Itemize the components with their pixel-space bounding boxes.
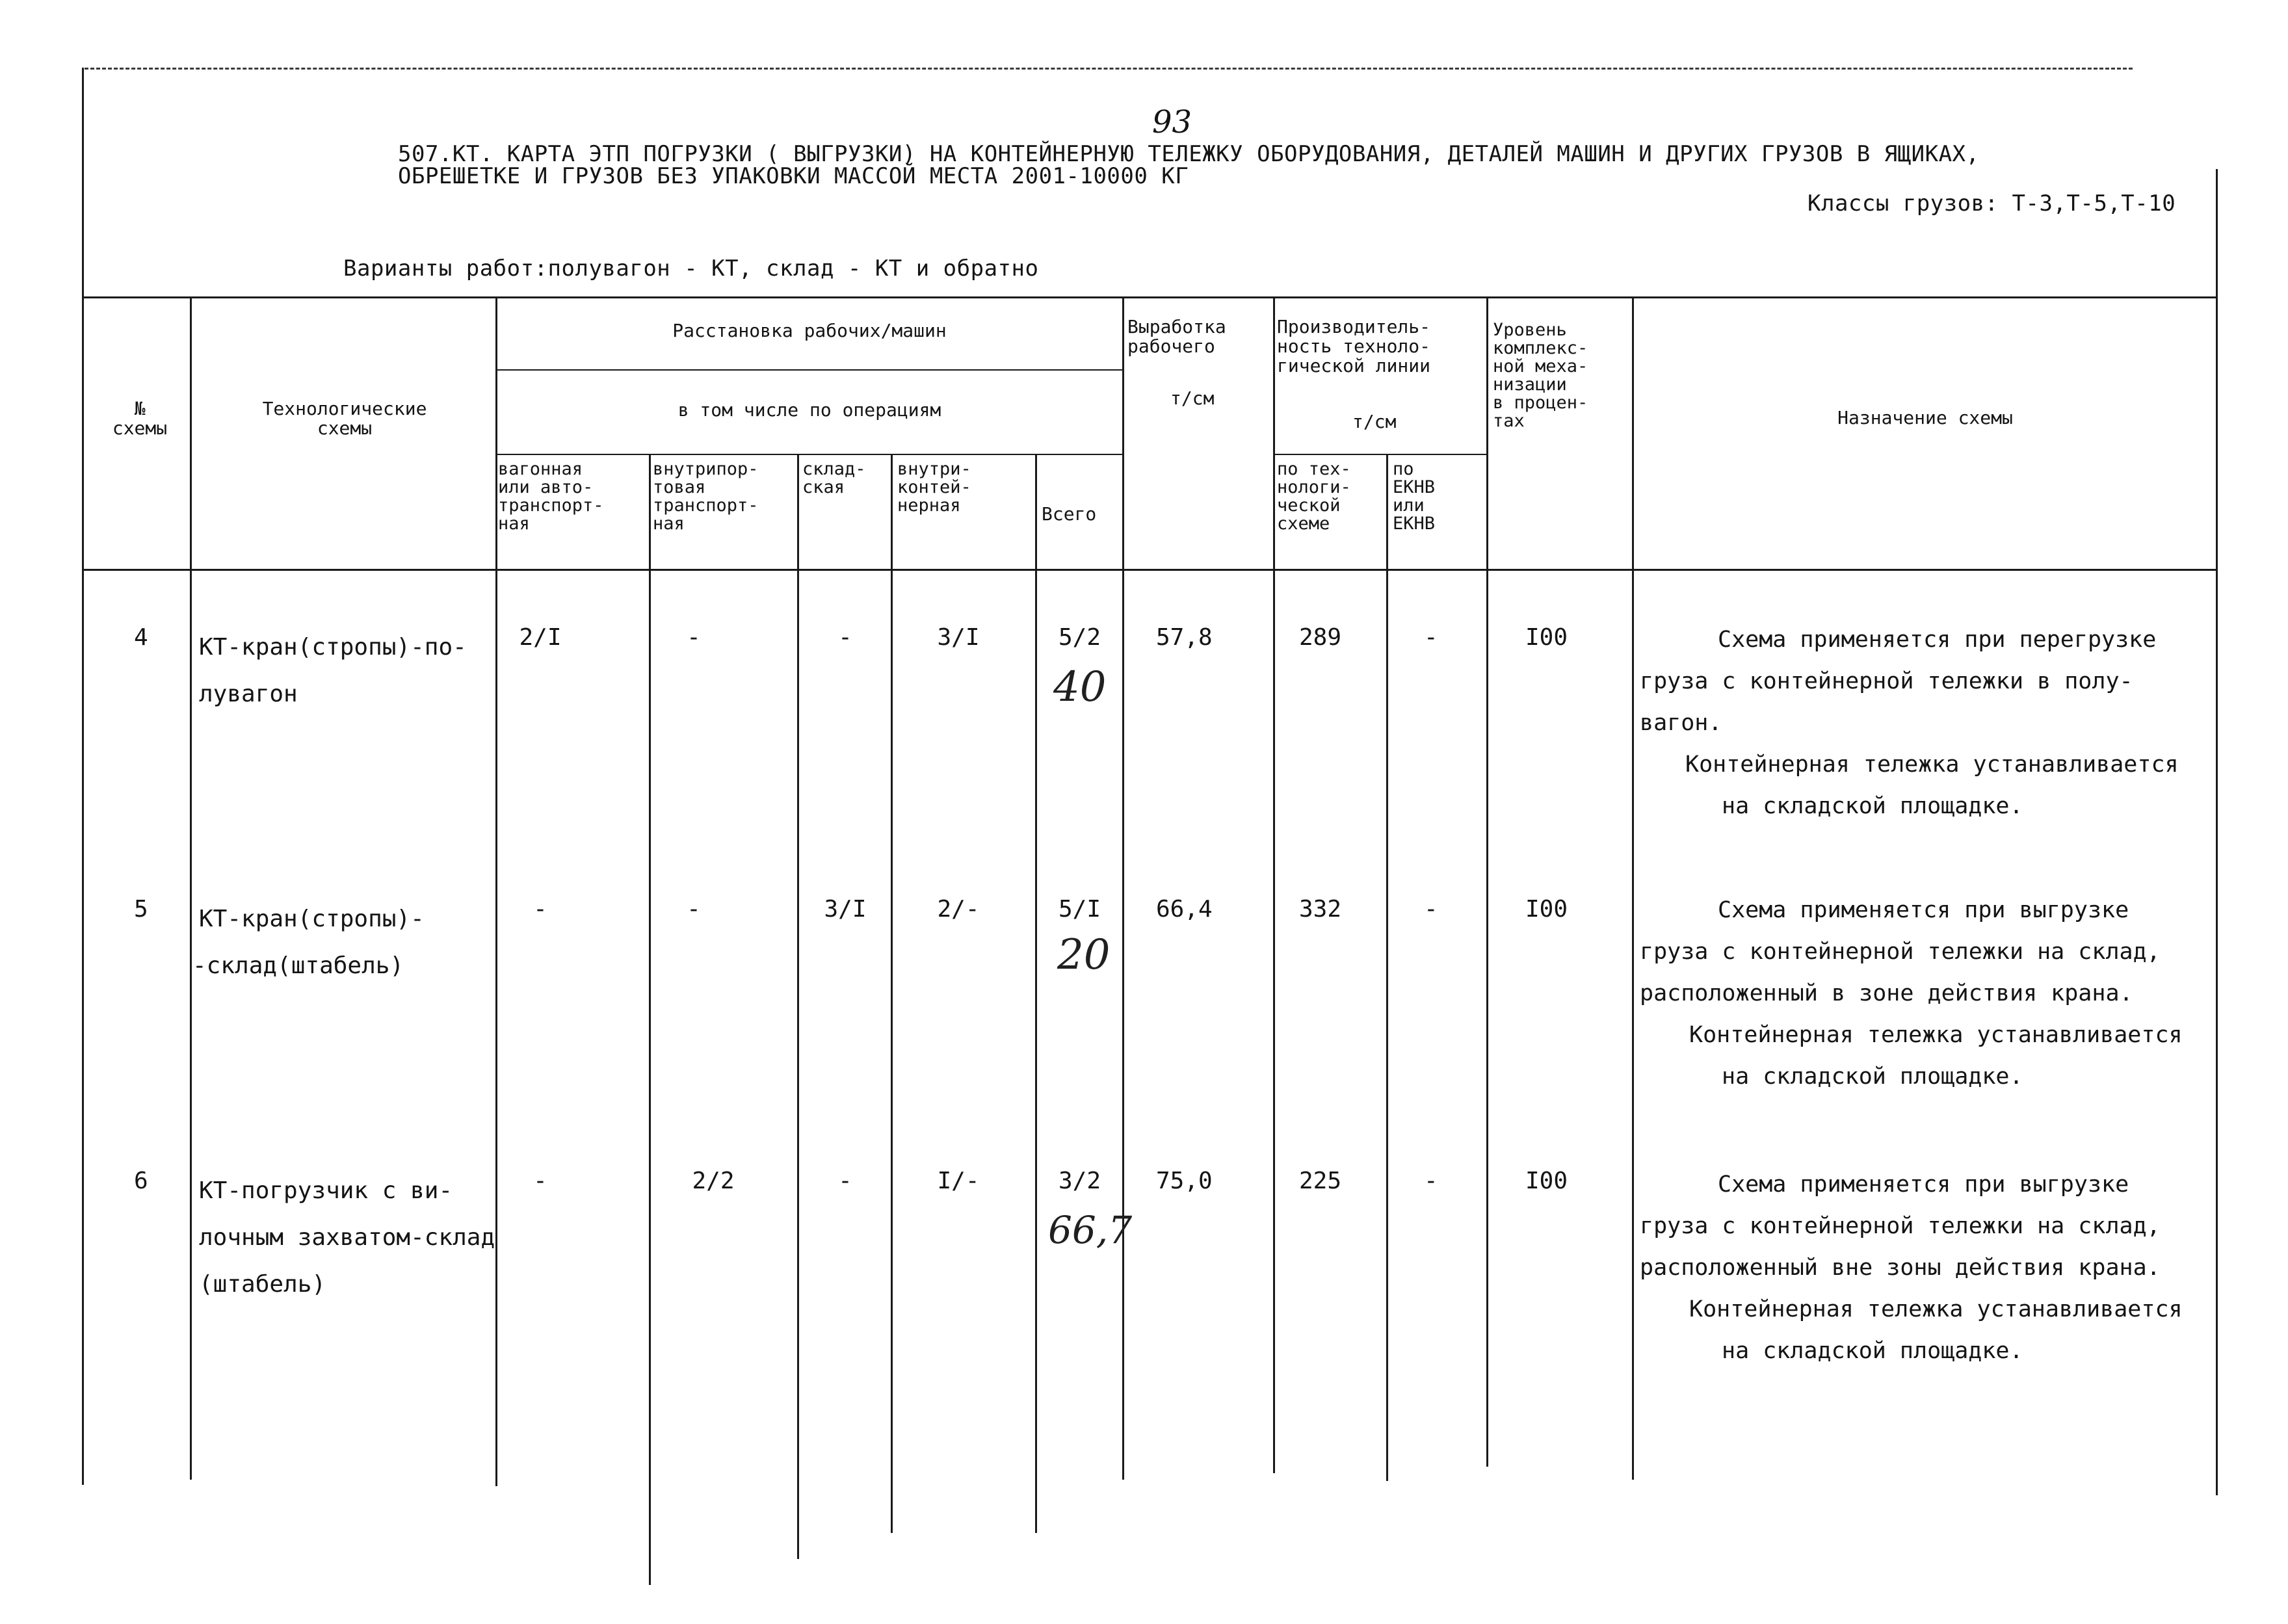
col-line-4 [797, 454, 799, 1559]
row5-purpose: Схема применяется при выгрузке груза с контейнерной тележки на склад, расположенный в зоне действия крана. Контейнерная тележка устанавливается на складской площадке. [1640, 897, 2183, 1090]
row5-total: 5/I [1059, 896, 1101, 923]
frame-right-border [2216, 169, 2218, 1495]
header-incl-ops: в том числе по операциям [677, 399, 941, 421]
row4-intracontainer: 3/I [937, 624, 980, 651]
header-by-ekhv: по ЕКНВ или ЕКНВ [1393, 459, 1436, 534]
placement-sub-border [495, 369, 1122, 371]
header-productivity: Производитель- ность техноло- гической линии [1277, 316, 1431, 376]
row6-scheme: КТ-погрузчик с ви- лочным захватом-склад (штабель) [199, 1177, 495, 1298]
header-mech-level: Уровень комплекс- ной меха- низации в процен- тах [1493, 320, 1588, 431]
col-line-3 [649, 454, 651, 1585]
page-number: 93 [1152, 104, 1192, 140]
row4-purpose: Схема применяется при перегрузке груза с контейнерной тележки в полу- вагон. Контейнерная тележка устанавливается на складской площадке. [1640, 627, 2179, 819]
row5-no: 5 [134, 896, 148, 923]
row5-warehouse: 3/I [824, 896, 867, 923]
document-title-line2: ОБРЕШЕТКЕ И ГРУЗОВ БЕЗ УПАКОВКИ МАССОЙ МЕСТА 2001-10000 КГ [398, 163, 1189, 189]
row5-wagon: - [533, 896, 547, 923]
header-total: Всего [1042, 503, 1097, 525]
row4-mech: I00 [1525, 624, 1568, 651]
col-line-11 [1632, 296, 1634, 1480]
header-by-scheme: по тех- нологи- ческой схеме [1277, 459, 1351, 534]
col-line-6 [1035, 454, 1037, 1533]
header-productivity-unit: т/см [1352, 411, 1397, 432]
row6-intraport: 2/2 [692, 1168, 735, 1194]
row5-handwritten-note: 20 [1057, 931, 1111, 979]
row6-intracontainer: I/- [937, 1168, 980, 1194]
row6-by-ekhv: - [1424, 1168, 1438, 1194]
col-line-8 [1273, 296, 1275, 1473]
ops-sub-border [495, 454, 1122, 455]
header-op-warehouse: склад- ская [802, 459, 866, 497]
row4-wagon: 2/I [519, 624, 562, 651]
row6-by-scheme: 225 [1299, 1168, 1342, 1194]
row5-by-ekhv: - [1424, 896, 1438, 923]
row6-no: 6 [134, 1168, 148, 1194]
header-purpose: Назначение схемы [1837, 407, 2013, 428]
header-bottom-border [82, 569, 2218, 571]
top-dashed-border [85, 68, 2133, 70]
col-line-10 [1486, 296, 1488, 1467]
row6-warehouse: - [838, 1168, 852, 1194]
row6-mech: I00 [1525, 1168, 1568, 1194]
row5-mech: I00 [1525, 896, 1568, 923]
header-scheme-no: № схемы [112, 398, 168, 439]
row4-by-scheme: 289 [1299, 624, 1342, 651]
row5-intraport: - [687, 896, 701, 923]
frame-left-border [82, 68, 84, 1485]
row6-output: 75,0 [1156, 1168, 1213, 1194]
work-variants: Варианты работ:полувагон - КТ, склад - КТ и обратно [343, 255, 1039, 282]
document-title-line1: 507.КТ. КАРТА ЭТП ПОГРУЗКИ ( ВЫГРУЗКИ) НА КОНТЕЙНЕРНУЮ ТЕЛЕЖКУ ОБОРУДОВАНИЯ, ДЕТАЛЕЙ МАШИН И ДРУГИХ ГРУЗОВ В ЯЩИКАХ, [398, 141, 1980, 167]
row4-output: 57,8 [1156, 624, 1213, 651]
row6-wagon: - [533, 1168, 547, 1194]
row5-by-scheme: 332 [1299, 896, 1342, 923]
row4-intraport: - [687, 624, 701, 651]
row6-purpose: Схема применяется при выгрузке груза с контейнерной тележки на склад, расположенный вне зоны действия крана. Контейнерная тележка устанавливается на складской площадке. [1640, 1172, 2183, 1364]
row4-scheme: КТ-кран(стропы)-по- лувагон [199, 634, 467, 707]
header-op-wagon: вагонная или авто- транспорт- ная [498, 459, 604, 534]
header-op-intracontainer: внутри- контей- нерная [897, 459, 971, 516]
header-tech-schemes: Технологические схемы [262, 398, 427, 439]
header-output: Выработка рабочего [1127, 316, 1226, 357]
row4-no: 4 [134, 624, 148, 651]
col-line-7 [1122, 296, 1124, 1480]
col-line-9 [1386, 454, 1388, 1481]
col-line-5 [891, 454, 893, 1533]
cargo-classes: Классы грузов: Т-3,Т-5,Т-10 [1808, 190, 2176, 216]
row6-total: 3/2 [1059, 1168, 1101, 1194]
row5-scheme: КТ-кран(стропы)- -склад(штабель) [192, 906, 425, 979]
row5-output: 66,4 [1156, 896, 1213, 923]
header-output-unit: т/см [1170, 387, 1215, 409]
row4-by-ekhv: - [1424, 624, 1438, 651]
productivity-sub-border [1273, 454, 1486, 455]
row4-total: 5/2 [1059, 624, 1101, 651]
row5-intracontainer: 2/- [937, 896, 980, 923]
col-line-1 [190, 296, 192, 1480]
header-placement: Расстановка рабочих/машин [672, 320, 947, 341]
row4-warehouse: - [838, 624, 852, 651]
row4-handwritten-note: 40 [1053, 663, 1107, 711]
col-line-2 [495, 296, 497, 1486]
header-op-intraport: внутрипор- товая транспорт- ная [653, 459, 759, 534]
row6-handwritten-note: 66,7 [1048, 1208, 1133, 1252]
table-top-border [82, 296, 2218, 298]
